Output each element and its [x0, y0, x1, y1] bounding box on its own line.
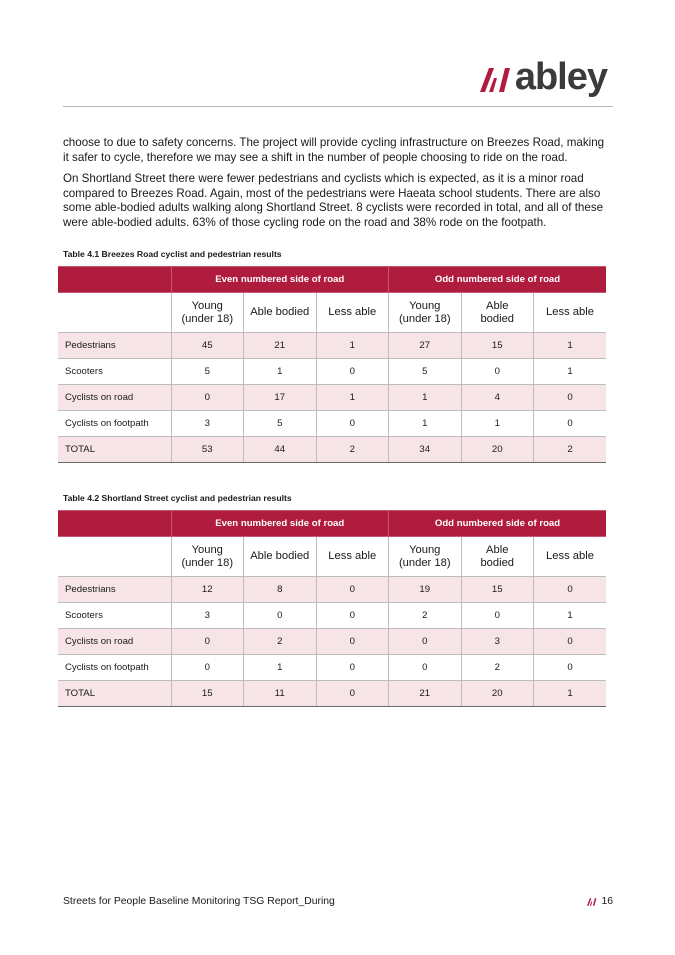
row-label: TOTAL	[58, 681, 171, 707]
table-cell: 0	[534, 385, 607, 411]
table-cell: 44	[244, 437, 317, 463]
paragraph: choose to due to safety concerns. The project will provide cycling infrastructure on Breezes Road, making it safer to cycle, therefore we may see a shift in the number of people choosing to ride on the road.	[63, 136, 605, 164]
column-header: Able bodied	[244, 537, 317, 577]
table-cell: 0	[171, 655, 244, 681]
table-cell: 3	[171, 603, 244, 629]
column-header: Young (under 18)	[389, 293, 462, 333]
group-header-odd: Odd numbered side of road	[389, 511, 607, 537]
table-cell: 2	[389, 603, 462, 629]
table-cell: 2	[461, 655, 534, 681]
table-cell: 2	[316, 437, 389, 463]
group-header-odd: Odd numbered side of road	[389, 267, 607, 293]
row-label: Scooters	[58, 603, 171, 629]
table-cell: 2	[244, 629, 317, 655]
table-cell: 0	[534, 577, 607, 603]
table-cell: 1	[534, 681, 607, 707]
table-cell: 1	[534, 359, 607, 385]
row-label: Cyclists on footpath	[58, 655, 171, 681]
page-header	[63, 55, 613, 107]
table-cell: 20	[461, 437, 534, 463]
abley-chevron-logo-icon	[587, 898, 597, 906]
table-row	[58, 385, 606, 411]
table-row	[58, 577, 606, 603]
group-header-even: Even numbered side of road	[171, 267, 389, 293]
table-cell: 20	[461, 681, 534, 707]
page-number-block	[587, 896, 613, 907]
table-cell: 0	[316, 681, 389, 707]
table-cell: 3	[171, 411, 244, 437]
table-row-total	[58, 681, 606, 707]
row-label: Pedestrians	[58, 577, 171, 603]
table-cell: 0	[534, 655, 607, 681]
table-cell: 1	[389, 385, 462, 411]
table-cell: 0	[461, 603, 534, 629]
row-label: Cyclists on footpath	[58, 411, 171, 437]
table-cell: 1	[316, 333, 389, 359]
column-header: Young (under 18)	[171, 293, 244, 333]
abley-chevron-logo-icon	[480, 68, 512, 92]
table-cell: 5	[389, 359, 462, 385]
table-row	[58, 603, 606, 629]
column-header: Able bodied	[461, 293, 534, 333]
body-text	[63, 136, 611, 238]
table-cell: 2	[534, 437, 607, 463]
table-cell: 11	[244, 681, 317, 707]
paragraph: On Shortland Street there were fewer pedestrians and cyclists which is expected, as it is a minor road compared to Breezes Road. Again, most of the pedestrians were Haeata school students. There are also some able-bodied adults walking along Shortland Street. 8 cyclists were recorded in total, and all of these were able-bodied adults. 63% of those cycling rode on the road and 38% rode on the footpath.	[63, 172, 604, 229]
table-cell: 53	[171, 437, 244, 463]
row-label: TOTAL	[58, 437, 171, 463]
table-cell: 3	[461, 629, 534, 655]
row-label: Scooters	[58, 359, 171, 385]
table-cell: 21	[389, 681, 462, 707]
column-header: Less able	[534, 293, 607, 333]
table-cell: 1	[316, 385, 389, 411]
table-cell: 0	[316, 655, 389, 681]
table-cell: 0	[171, 385, 244, 411]
table-caption: Table 4.1 Breezes Road cyclist and pedestrian results	[63, 249, 282, 259]
table-cell: 0	[316, 629, 389, 655]
column-header: Able bodied	[244, 293, 317, 333]
breezes-road-table	[58, 266, 606, 463]
table-row	[58, 411, 606, 437]
corner-cell	[58, 293, 171, 333]
table-cell: 15	[461, 577, 534, 603]
table-cell: 8	[244, 577, 317, 603]
table-caption: Table 4.2 Shortland Street cyclist and pedestrian results	[63, 493, 292, 503]
corner-cell	[58, 537, 171, 577]
table-row-total	[58, 437, 606, 463]
column-header: Less able	[316, 293, 389, 333]
table-cell: 4	[461, 385, 534, 411]
table-cell: 1	[244, 655, 317, 681]
table-cell: 17	[244, 385, 317, 411]
table-cell: 0	[316, 359, 389, 385]
table-cell: 1	[534, 333, 607, 359]
table-cell: 1	[461, 411, 534, 437]
table-cell: 0	[461, 359, 534, 385]
table-cell: 19	[389, 577, 462, 603]
footer-title: Streets for People Baseline Monitoring TSG Report_During	[63, 896, 335, 907]
row-label: Pedestrians	[58, 333, 171, 359]
abley-logo	[480, 58, 607, 96]
table-row	[58, 655, 606, 681]
table-cell: 15	[171, 681, 244, 707]
column-header: Young (under 18)	[171, 537, 244, 577]
shortland-street-table	[58, 510, 606, 707]
table-cell: 0	[244, 603, 317, 629]
column-header: Young (under 18)	[389, 537, 462, 577]
column-header: Less able	[316, 537, 389, 577]
table-row	[58, 333, 606, 359]
table-cell: 21	[244, 333, 317, 359]
column-header: Less able	[534, 537, 607, 577]
table-cell: 0	[316, 603, 389, 629]
table-cell: 0	[389, 629, 462, 655]
table-cell: 1	[534, 603, 607, 629]
page-footer	[63, 896, 613, 910]
table-cell: 0	[171, 629, 244, 655]
table-cell: 0	[389, 655, 462, 681]
table-cell: 12	[171, 577, 244, 603]
logo-wordmark: abley	[514, 56, 607, 98]
corner-cell	[58, 511, 171, 537]
table-row	[58, 359, 606, 385]
table-cell: 15	[461, 333, 534, 359]
table-cell: 0	[316, 577, 389, 603]
table-cell: 1	[389, 411, 462, 437]
table-cell: 5	[171, 359, 244, 385]
row-label: Cyclists on road	[58, 385, 171, 411]
row-label: Cyclists on road	[58, 629, 171, 655]
table-row	[58, 629, 606, 655]
column-header: Able bodied	[461, 537, 534, 577]
table-cell: 0	[534, 629, 607, 655]
table-cell: 5	[244, 411, 317, 437]
table-cell: 1	[244, 359, 317, 385]
page-number: 16	[601, 896, 613, 907]
table-cell: 0	[316, 411, 389, 437]
group-header-even: Even numbered side of road	[171, 511, 389, 537]
table-cell: 27	[389, 333, 462, 359]
table-cell: 34	[389, 437, 462, 463]
table-cell: 0	[534, 411, 607, 437]
table-cell: 45	[171, 333, 244, 359]
corner-cell	[58, 267, 171, 293]
